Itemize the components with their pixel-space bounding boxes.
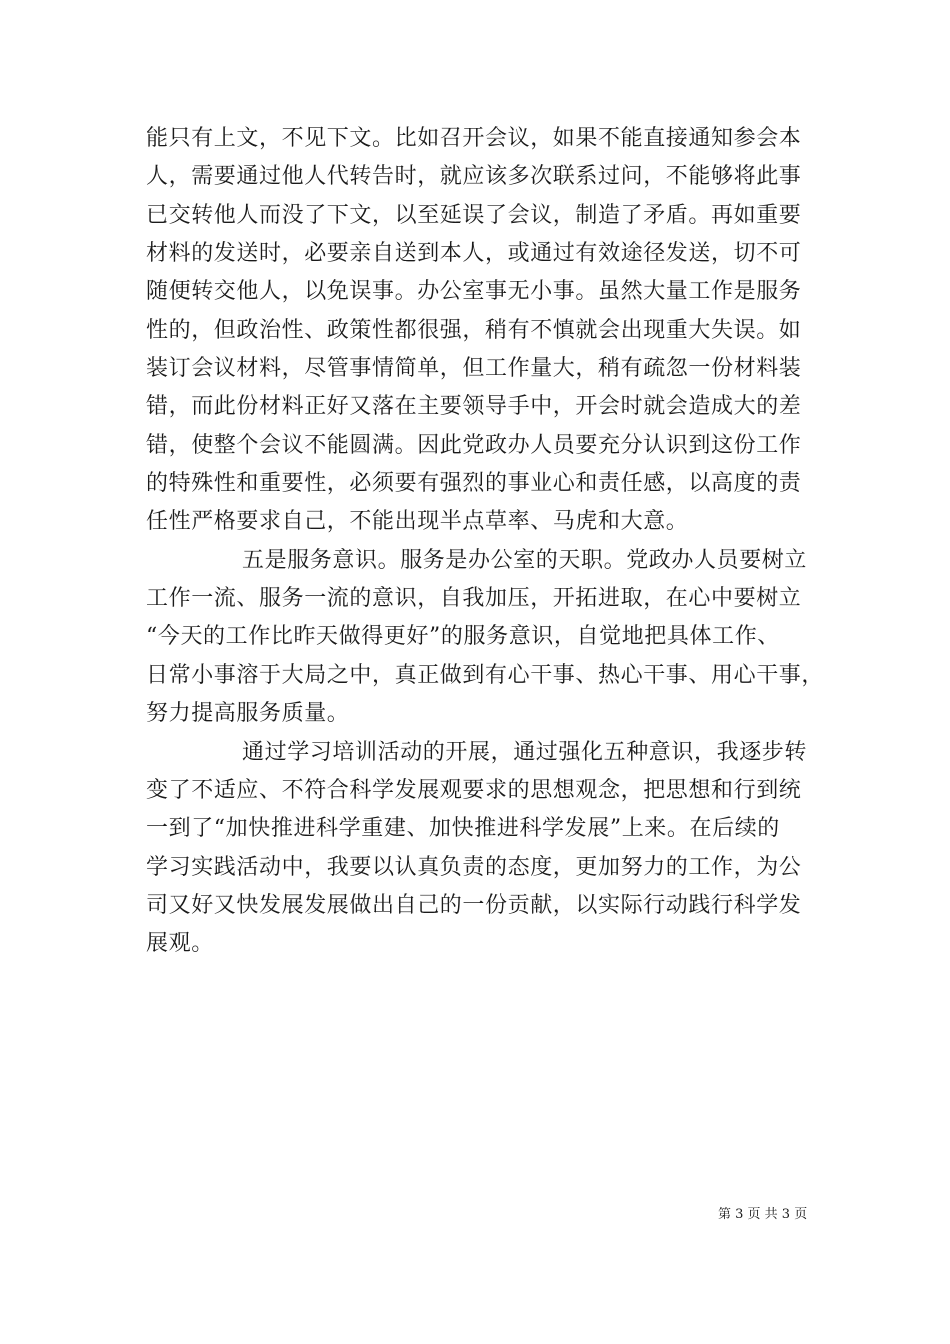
paragraph-first-line: 五是服务意识。服务是办公室的天职。党政办人员要树立 xyxy=(242,547,808,573)
text-line: 展观。 xyxy=(146,931,214,957)
document-body xyxy=(146,120,825,964)
text-line: 错，而此份材料正好又落在主要领导手中，开会时就会造成大的差 xyxy=(146,394,802,420)
text-line: 努力提高服务质量。 xyxy=(146,701,350,727)
paragraph-first-line: 通过学习培训活动的开展，通过强化五种意识，我逐步转 xyxy=(242,739,808,765)
text-line: 工作一流、服务一流的意识，自我加压，开拓进取，在心中要树立 xyxy=(146,586,802,612)
text-line: 能只有上文，不见下文。比如召开会议，如果不能直接通知参会本 xyxy=(146,126,802,151)
text-line: 一到了“加快推进科学重建、加快推进科学发展”上来。在后续的 xyxy=(146,816,780,842)
text-line: 的特殊性和重要性，必须要有强烈的事业心和责任感，以高度的责 xyxy=(146,471,802,497)
text-line: 人，需要通过他人代转告时，就应该多次联系过问，不能够将此事 xyxy=(146,164,802,190)
text-line: 司又好又快发展发展做出自己的一份贡献，以实际行动践行科学发 xyxy=(146,892,802,918)
text-line: 性的，但政治性、政策性都很强，稍有不慎就会出现重大失误。如 xyxy=(146,317,802,343)
text-line: 随便转交他人，以免误事。办公室事无小事。虽然大量工作是服务 xyxy=(146,279,802,305)
text-line: 任性严格要求自己，不能出现半点草率、马虎和大意。 xyxy=(146,509,689,535)
text-line: 材料的发送时，必要亲自送到本人，或通过有效途径发送，切不可 xyxy=(146,241,802,267)
text-line: 装订会议材料，尽管事情简单，但工作量大，稍有疏忽一份材料装 xyxy=(146,356,802,382)
text-line: 已交转他人而没了下文，以至延误了会议，制造了矛盾。再如重要 xyxy=(146,202,802,228)
text-line: 日常小事溶于大局之中，真正做到有心干事、热心干事、用心干事， xyxy=(146,662,825,688)
text-line: 错，使整个会议不能圆满。因此党政办人员要充分认识到这份工作 xyxy=(146,432,802,458)
text-line: “今天的工作比昨天做得更好”的服务意识，自觉地把具体工作、 xyxy=(146,624,780,650)
text-line: 变了不适应、不符合科学发展观要求的思想观念，把思想和行到统 xyxy=(146,777,802,803)
text-line: 学习实践活动中，我要以认真负责的态度，更加努力的工作，为公 xyxy=(146,854,802,880)
page-number: 第 3 页 共 3 页 xyxy=(718,1207,808,1222)
